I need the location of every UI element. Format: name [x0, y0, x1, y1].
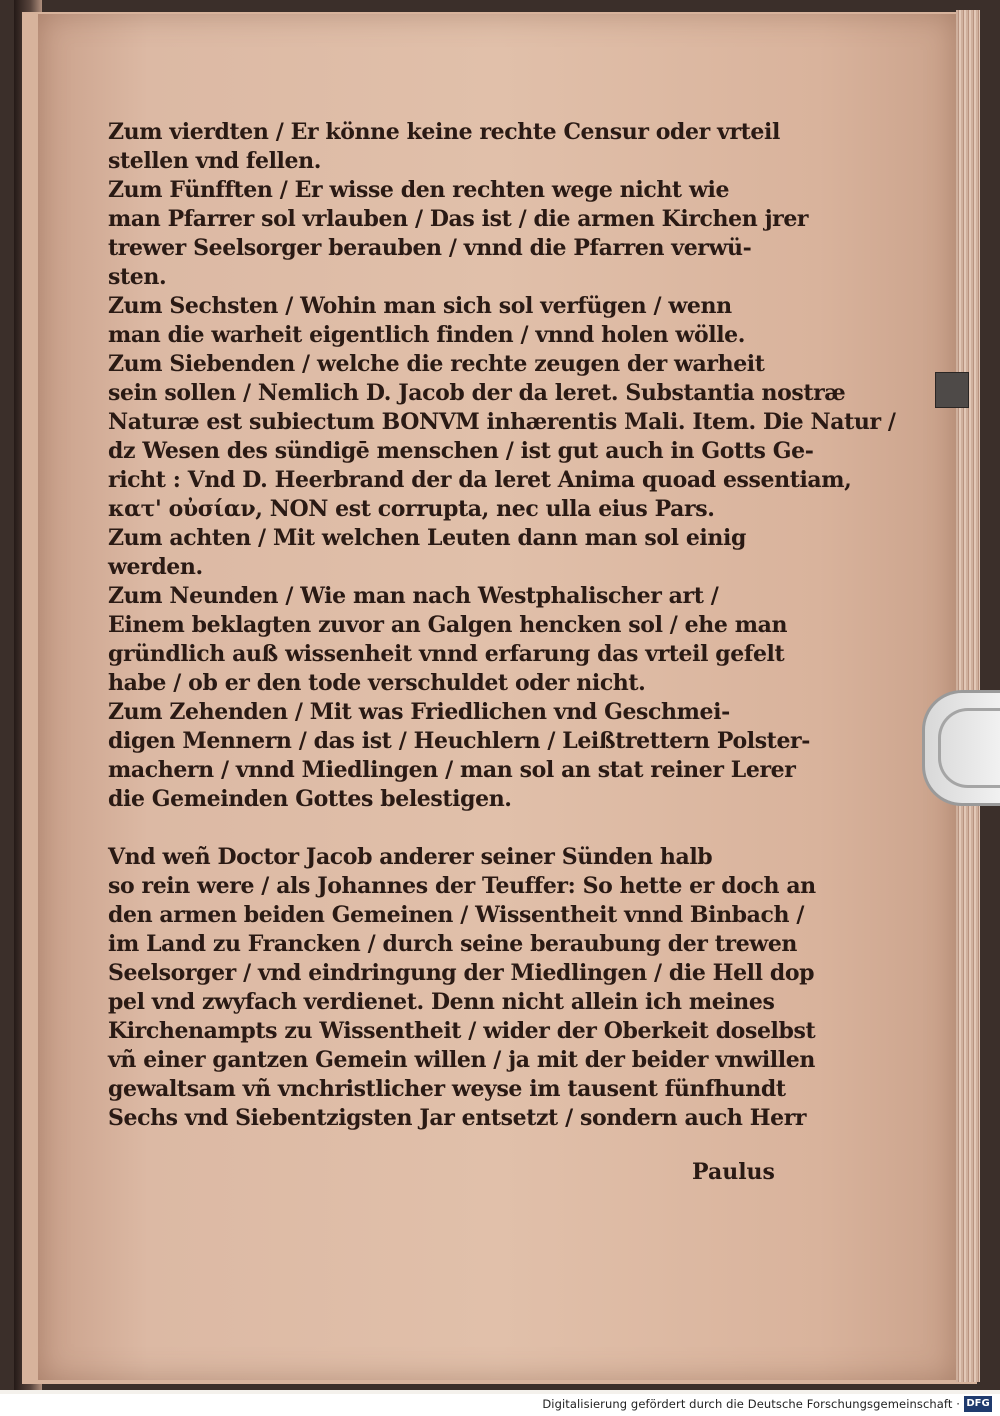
text-line: Zum Sechsten / Wohin man sich sol verfügen / wenn: [108, 293, 732, 319]
text-line: vñ einer gantzen Gemein willen / ja mit der beider vnwillen: [108, 1047, 815, 1073]
text-line: Zum Fünfften / Er wisse den rechten wege nicht wie: [108, 177, 730, 203]
text-line: Kirchenampts zu Wissentheit / wider der Oberkeit doselbst: [108, 1018, 816, 1044]
text-line: trewer Seelsorger berauben / vnnd die Pfarren verwü-: [108, 235, 752, 261]
text-line: sein sollen / Nemlich D. Jacob der da leret. Substantia nostræ: [108, 380, 846, 406]
page-text-block: [108, 118, 896, 1133]
text-line: man Pfarrer sol vrlauben / Das ist / die armen Kirchen jrer: [108, 206, 809, 232]
text-line: werden.: [108, 554, 203, 580]
text-line: Sechs vnd Siebentzigsten Jar entsetzt / sondern auch Herr: [108, 1105, 807, 1131]
text-line: Zum Zehenden / Mit was Friedlichen vnd Geschmei-: [108, 699, 730, 725]
text-line: Zum achten / Mit welchen Leuten dann man sol einig: [108, 525, 746, 551]
page-clip-inner: [938, 708, 1000, 788]
text-line: Naturæ est subiectum BONVM inhærentis Mali. Item. Die Natur /: [108, 409, 896, 435]
text-line: so rein were / als Johannes der Teuffer: So hette er doch an: [108, 873, 816, 899]
text-line: Einem beklagten zuvor an Galgen hencken sol / ehe man: [108, 612, 788, 638]
text-line: sten.: [108, 264, 167, 290]
text-line: Zum Neunden / Wie man nach Westphalischer art /: [108, 583, 719, 609]
footer-bar: [0, 1394, 1000, 1416]
text-line: richt : Vnd D. Heerbrand der da leret Anima quoad essentiam,: [108, 467, 852, 493]
text-line: im Land zu Francken / durch seine beraubung der trewen: [108, 931, 798, 957]
color-reference-tab: [935, 372, 969, 408]
text-line: habe / ob er den tode verschuldet oder nicht.: [108, 670, 646, 696]
text-line: Zum Siebenden / welche die rechte zeugen der warheit: [108, 351, 765, 377]
text-line: machern / vnnd Miedlingen / man sol an stat reiner Lerer: [108, 757, 796, 783]
text-line: stellen vnd fellen.: [108, 148, 321, 174]
text-line: pel vnd zwyfach verdienet. Denn nicht allein ich meines: [108, 989, 775, 1015]
text-line: Seelsorger / vnd eindringung der Miedlingen / die Hell dop: [108, 960, 815, 986]
paragraph-gap: [108, 814, 788, 843]
text-line: κατ' οὐσίαν, NON est corrupta, nec ulla eius Pars.: [108, 496, 715, 522]
text-line: gründlich auß wissenheit vnnd erfarung das vrteil gefelt: [108, 641, 785, 667]
text-line: Vnd weñ Doctor Jacob anderer seiner Sünden halb: [108, 844, 713, 870]
catchword: Paulus: [692, 1159, 775, 1185]
dfg-logo: DFG: [964, 1396, 992, 1412]
text-line: Zum vierdten / Er könne keine rechte Censur oder vrteil: [108, 119, 780, 145]
text-line: digen Mennern / das ist / Heuchlern / Leißtrettern Polster-: [108, 728, 810, 754]
text-line: den armen beiden Gemeinen / Wissentheit vnnd Binbach /: [108, 902, 804, 928]
text-line: die Gemeinden Gottes belestigen.: [108, 786, 512, 812]
text-line: gewaltsam vñ vnchristlicher weyse im tausent fünfhundt: [108, 1076, 786, 1102]
text-line: dz Wesen des sündigē menschen / ist gut auch in Gotts Ge-: [108, 438, 814, 464]
text-line: man die warheit eigentlich finden / vnnd holen wölle.: [108, 322, 746, 348]
funding-notice: Digitalisierung gefördert durch die Deutsche Forschungsgemeinschaft ·: [542, 1397, 960, 1411]
